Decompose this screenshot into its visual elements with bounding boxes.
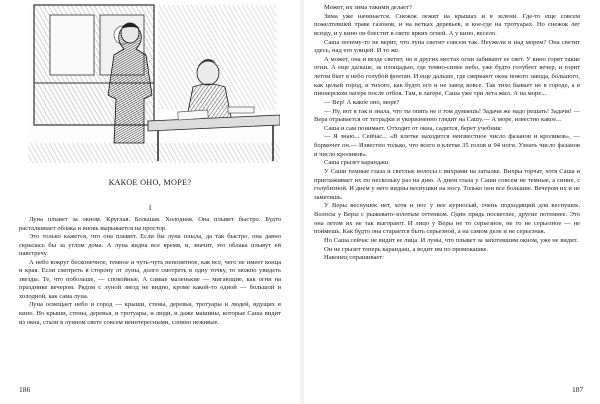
paragraph: Луна плывет за окном. Круглая. Большая. Холодная. Она плывет быстро. Будто расталкивает облака и вновь вырывается на простор.: [19, 216, 281, 232]
paragraph: — Ну, вот я так и знала, что ты опять не о том думаешь! Задачи же надо решать! Задачи! — Вера отрывается от тетрадки и укоризненно глядит на Сашу.— А море, известно какое...: [314, 107, 580, 124]
paragraph: А может, она и везде светит, но в других местах огни забивают ее свет. У кино горят такие огни. А еще дальше, за площадью, где темно-синее небо, уже будто голубеет вечер, и горит летом бьет в небо голубой фонтан. И еще дальше, где сверкают окна нового завода, большого, как целый город, и тихого, как будто его и не завод вовсе. Так тихо бывает не в городе, а в пионерском лагере после отбоя. Там, в лагере, Саша уже три лета жил. А на море...: [314, 55, 580, 98]
illustration-drawing: [28, 3, 280, 163]
paragraph: Саша почему-то не верит, что луна светит совсем так. Неужели и над морем? Она светит здесь, над его улицей. И то же.: [314, 38, 580, 55]
page-number: 186: [19, 385, 31, 394]
left-page-text: [19, 216, 281, 327]
right-page-text: [314, 4, 580, 263]
paragraph: Может, их зима такими делает?: [324, 4, 412, 11]
paragraph: У Веры веснушек нет, хотя и нос у нее курносый, очень подходящий для веснушек. Волосы у Веры с рыжевато-золотым оттенком. Один прядь посветлее, другие потемнее. Это она летом их не так выгорают. И лицо у Веры не то серьезное, не то не серьезное — не поймешь. Как будто она старается быть серьезной, а на самом деле и не серьезная.: [314, 202, 580, 236]
paragraph: Он не грызет теперь карандаш, а водит им по промокашке.: [324, 245, 489, 253]
paragraph: Луна освещает небо и город — крыши, стены, деревья, тротуары и людей, идущих в кино. Но крыши, стены, деревья, и тротуары, и люди, и даже машины, которые Саша видит из окна, стали в лунном свете совсем неинтересными, словно неживые.: [19, 301, 281, 326]
paragraph: — Я знаю... Сейчас... «В клетке находится неизвестное число фазанов и кроликов», — бормочет он.— Известно только, что всего в клетке 35 голов и 94 ноги. Узнать число фазанов и число кроликов».: [314, 133, 580, 158]
chapter-title: КАКОЕ ОНО, МОРЕ?: [108, 178, 192, 187]
right-page: [304, 0, 600, 404]
paragraph: Наконец спрашивает:: [324, 254, 384, 262]
page-number: 187: [572, 385, 584, 394]
paragraph: Саша и сам понимает. Отходит от окна, садится, берет учебник:: [324, 124, 503, 132]
paragraph: Это только кажется, что она плывет. Если бы луна плыла, да так быстро, она давно скрылась бы за углом дома. А луна видна все время, и, значит, это облака плывут ей навстречу.: [19, 233, 281, 258]
paragraph: Саша грызет карандаш.: [324, 159, 390, 167]
illustration-boy-and-girl-at-window: [28, 3, 280, 163]
paragraph: Зима уже начинается. Снежок лежит на крышах и в зелени. Где-то еще совсем пожелтевшей траве газонов, и на ветках деревьев, и кое-где на тротуарах. Но снежок лег всюду, и у кино он блестит в свете ярких огней. А у кино, весело.: [314, 12, 580, 37]
chapter-number: 1: [148, 203, 152, 212]
paragraph: Но Саша сейчас не видит ее лица. И луны, что плывет за запотевшим окном, уже не видит.: [324, 236, 578, 244]
paragraph: — Вер! А какое оно, море?: [324, 98, 400, 106]
paragraph: У Саши темные глаза и светлые волосы с вихрами на затылке. Вихры торчат, хотя Саша и приглаживает их по нескольку раз на дню. А днем глаза у Саши совсем не темные, а синие, с голубизной. И днем у него видны веснушки на носу. Только они все большие. Вечером их и не заметишь.: [314, 167, 580, 201]
paragraph: А небо вокруг бесконечное, темное и чуть-чуть непонятное, как все, чего не имеет конца и края. Если смотреть в сторону от луны, долго смотреть в одну точку, то можно увидеть звезды. Те, что побольше, — спокойные. А самые маленькие — мигающие, как огни на празднике вечером. Рядом с луной звезд не видно, кроме какой-то одной — большой и холодной, как сама луна.: [19, 258, 281, 300]
